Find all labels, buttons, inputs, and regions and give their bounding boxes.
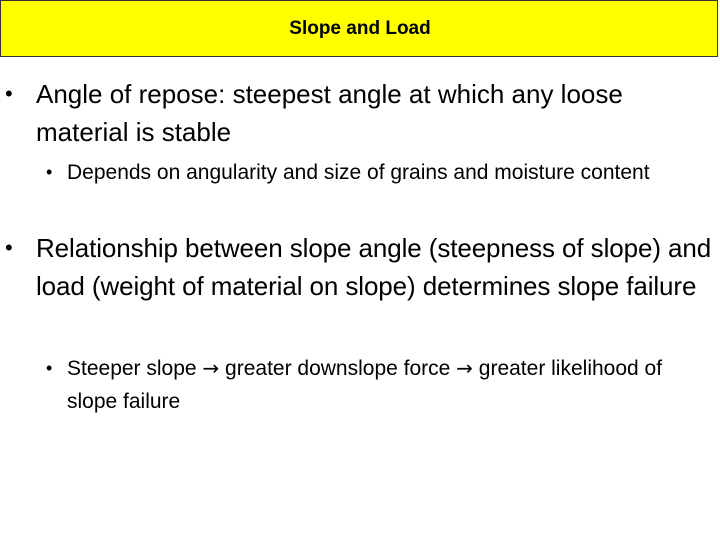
- bullet-text: Relationship between slope angle (steepness of slope) and load (weight of material on slope) determines slope failure: [36, 233, 712, 301]
- sub-bullet-item-steeper-slope: [46, 352, 667, 418]
- slide-title: Slope and Load: [289, 17, 431, 39]
- sub-bullet-text-part1: Steeper slope: [67, 357, 203, 380]
- sub-bullet-marker: •: [46, 358, 53, 378]
- sub-bullet-text: Depends on angularity and size of grains and moisture content: [67, 161, 650, 184]
- right-arrow-icon: →: [456, 356, 473, 380]
- bullet-marker: •: [5, 81, 13, 106]
- bullet-item-angle-of-repose: [5, 75, 696, 151]
- bullet-marker: •: [5, 235, 13, 260]
- right-arrow-icon: →: [202, 356, 220, 380]
- sub-bullet-text-part2: greater downslope force: [219, 357, 457, 380]
- sub-bullet-marker: •: [46, 162, 53, 182]
- sub-bullet-item-angularity: [46, 156, 667, 189]
- sub-bullet-text-part3: greater likelihood of slope failure: [67, 357, 663, 413]
- bullet-item-relationship: [5, 229, 720, 305]
- bullet-text: Angle of repose: steepest angle at which any loose material is stable: [36, 79, 623, 147]
